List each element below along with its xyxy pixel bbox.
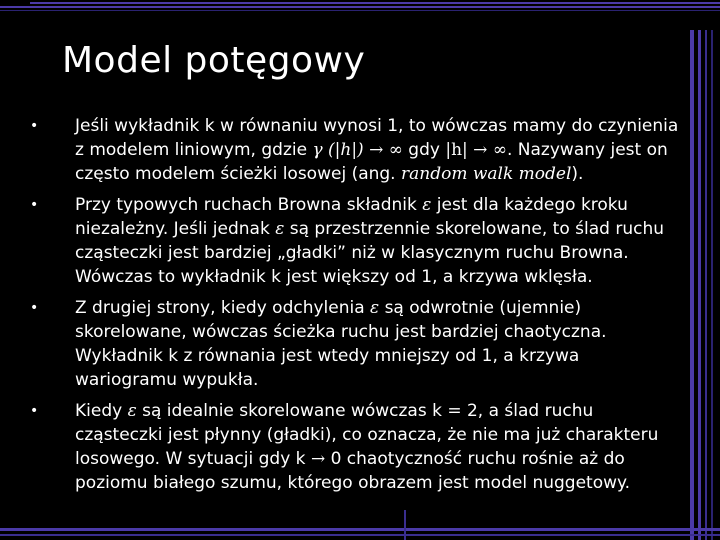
- bullet-item-1: [30, 114, 680, 186]
- text: gdy: [402, 140, 446, 160]
- text: ).: [571, 164, 584, 184]
- frame-line-right-4: [711, 30, 713, 540]
- frame-line-top: [30, 2, 720, 4]
- math-symbol-epsilon: ε: [370, 298, 380, 318]
- math-expression: |h| → ∞: [445, 140, 507, 160]
- bullet-marker: •: [30, 118, 39, 134]
- italic-term: random walk model: [401, 164, 572, 184]
- math-expression: γ (|h|) → ∞: [312, 140, 403, 160]
- bullet-marker: •: [30, 197, 39, 213]
- bullet-item-4: [30, 399, 680, 495]
- bullet-item-3: [30, 296, 680, 392]
- text: jest dla każdego kroku niezależny. Jeśli jednak: [75, 195, 628, 239]
- frame-tick-bottom: [404, 510, 406, 540]
- frame-line-bottom: [0, 528, 720, 531]
- text: Kiedy: [75, 401, 128, 421]
- text: są idealnie skorelowane wówczas k = 2, a ślad ruchu cząsteczki jest płynny (gładki), co oznacza, że nie ma już charakteru losowego. W sytuacji gdy k: [75, 401, 659, 469]
- frame-line-right-2: [698, 30, 701, 540]
- frame-line-right-3: [705, 30, 707, 540]
- frame-line-top-2: [0, 6, 720, 8]
- frame-line-top-3: [0, 10, 720, 11]
- math-symbol-epsilon: ε: [275, 219, 285, 239]
- bullet-item-2: [30, 193, 680, 289]
- bullet-list: [30, 114, 680, 502]
- text: Przy typowych ruchach Browna składnik: [75, 195, 423, 215]
- frame-line-bottom-2: [0, 534, 720, 536]
- text: są przestrzennie skorelowane, to ślad ruchu cząsteczki jest bardziej „gładki” niż w klasycznym ruchu Browna. Wówczas to wykładnik k jest większy od 1, a krzywa wklęsła.: [75, 219, 664, 287]
- text: są odwrotnie (ujemnie) skorelowane, wówczas ścieżka ruchu jest bardziej chaotyczna. Wykładnik k z równania jest wtedy mniejszy od 1, a krzywa wariogramu wypukła.: [75, 298, 607, 390]
- text: 0 chaotyczność ruchu rośnie aż do poziomu białego szumu, którego obrazem jest model nuggetowy.: [75, 449, 631, 493]
- frame-line-right-1: [690, 30, 694, 540]
- math-symbol-epsilon: ε: [422, 195, 432, 215]
- text: Z drugiej strony, kiedy odchylenia: [75, 298, 371, 318]
- text: . Nazywany jest on często modelem ścieżki losowej (ang.: [75, 140, 668, 184]
- math-symbol-arrow: →: [310, 449, 326, 469]
- text: Jeśli wykładnik k w równaniu wynosi 1, to wówczas mamy do czynienia z modelem liniowym, gdzie: [75, 116, 679, 160]
- bullet-marker: •: [30, 403, 39, 419]
- slide-title: Model potęgowy: [62, 40, 366, 81]
- bullet-marker: •: [30, 300, 39, 316]
- math-symbol-epsilon: ε: [127, 401, 137, 421]
